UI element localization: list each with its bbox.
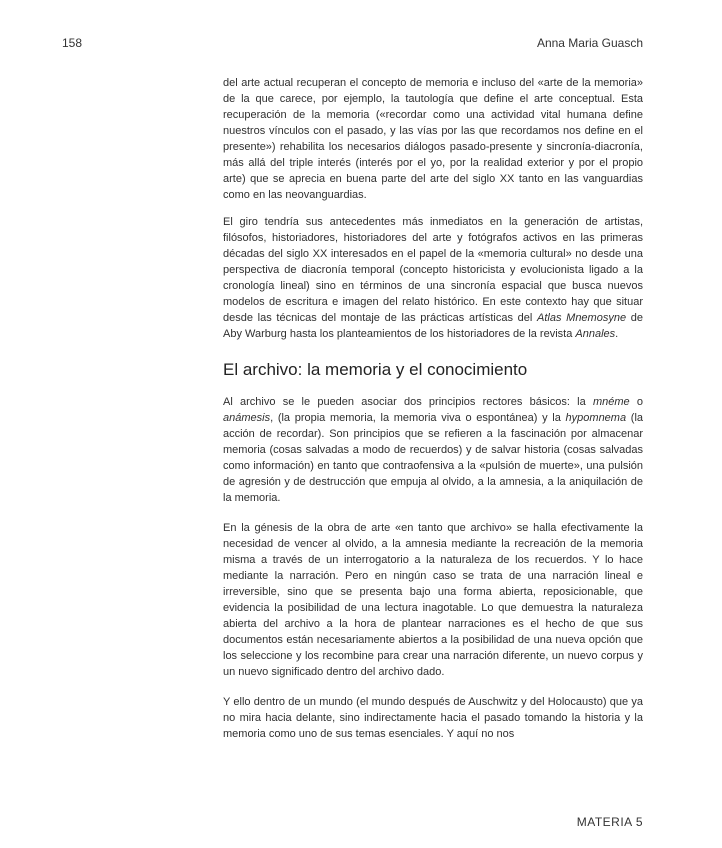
body-column bbox=[223, 75, 643, 753]
paragraph-4: En la génesis de la obra de arte «en tanto que archivo» se halla efectivamente la necesidad de vencer al olvido, a la amnesia mediante la recreación de la memoria misma a través de un interrogatorio a la naturaleza de los recuerdos. Y lo hace mediante la narración. Pero en ningún caso se trata de una narración lineal e irreversible, sino que se presenta bajo una forma abierta, reposicionable, que evidencia la posibilidad de una lectura inagotable. Lo que demuestra la naturaleza abierta del archivo a la hora de plantear narraciones es el hecho de que sus documentos están necesariamente abiertos a la posibilidad de una nueva opción que los seleccione y los recombine para crear una narración diferente, un nuevo corpus y un nuevo significado dentro del archivo dado. bbox=[223, 522, 643, 678]
running-header-author: Anna Maria Guasch bbox=[536, 36, 643, 50]
journal-title-annales: Annales bbox=[575, 328, 616, 340]
term-anamesis: anámesis bbox=[223, 412, 271, 424]
paragraph-2-end: . bbox=[615, 328, 619, 340]
term-mneme: mnéme bbox=[592, 396, 630, 408]
paragraph-2-text-b: de Aby Warburg hasta los planteamientos de los historiadores de la revista bbox=[223, 312, 643, 340]
paragraph-3-text-b: , (la propia memoria, la memoria viva o espontánea) y la bbox=[270, 412, 566, 424]
footer-journal: MATERIA 5 bbox=[576, 815, 643, 829]
term-hypomnema: hypomnema bbox=[565, 412, 627, 424]
section-heading: El archivo: la memoria y el conocimiento bbox=[223, 360, 528, 379]
paragraph-2-text-a: El giro tendría sus antecedentes más inmediatos en la generación de artistas, filósofos, historiadores, historiadores del arte y fotógrafos activos en las primeras décadas del siglo XX interesados en el papel de la «memoria cultural» no desde una perspectiva de diacronía temporal (concepto historicista y evolucionista ligado a la cronología lineal) sino en términos de una sincronía espacial que busca nuevos modelos de escritura e imagen del relato histórico. En este contexto hay que situar desde las técnicas del montaje de las prácticas artísticas del bbox=[223, 216, 643, 324]
paragraph-3-o: o bbox=[629, 396, 643, 408]
page-number: 158 bbox=[62, 36, 83, 50]
paragraph-3-text-c: (la acción de recordar). Son principios que se refieren a la fascinación por almacenar memoria (cosas salvadas a modo de recuerdos) y de salvar historia (cosas salvadas como información) en tanto que contraofensiva a la «pulsión de muerte», una pulsión de agresión y de destrucción que empuja al olvido, a la amnesia, a la aniquilación de la memoria. bbox=[223, 412, 644, 504]
paragraph-3 bbox=[223, 394, 643, 506]
atlas-title: Atlas Mnemosyne bbox=[537, 312, 627, 324]
paragraph-3-text-a: Al archivo se le pueden asociar dos principios rectores básicos: la bbox=[223, 396, 593, 408]
paragraph-2 bbox=[223, 214, 643, 342]
paragraph-5: Y ello dentro de un mundo (el mundo después de Auschwitz y del Holocausto) que ya no mira hacia delante, sino indirectamente hacia el pasado tomando la historia y la memoria como uno de sus temas esenciales. Y aquí no nos bbox=[223, 696, 643, 740]
paragraph-1: del arte actual recuperan el concepto de memoria e incluso del «arte de la memoria» de la que carece, por ejemplo, la tautología que define el arte conceptual. Esta recuperación de la memoria («recordar como una actividad vital humana define nuestros vínculos con el pasado, y las vías por las que recordamos nos define en el presente») rehabilita los necesarios diálogos pasado-presente y sincronía-diacronía, más allá del triple interés (interés por el yo, por la realidad exterior y por el propio arte) que se aprecia en buena parte del arte del siglo XX tanto en las vanguardias como en las neovanguardias. bbox=[223, 77, 643, 201]
